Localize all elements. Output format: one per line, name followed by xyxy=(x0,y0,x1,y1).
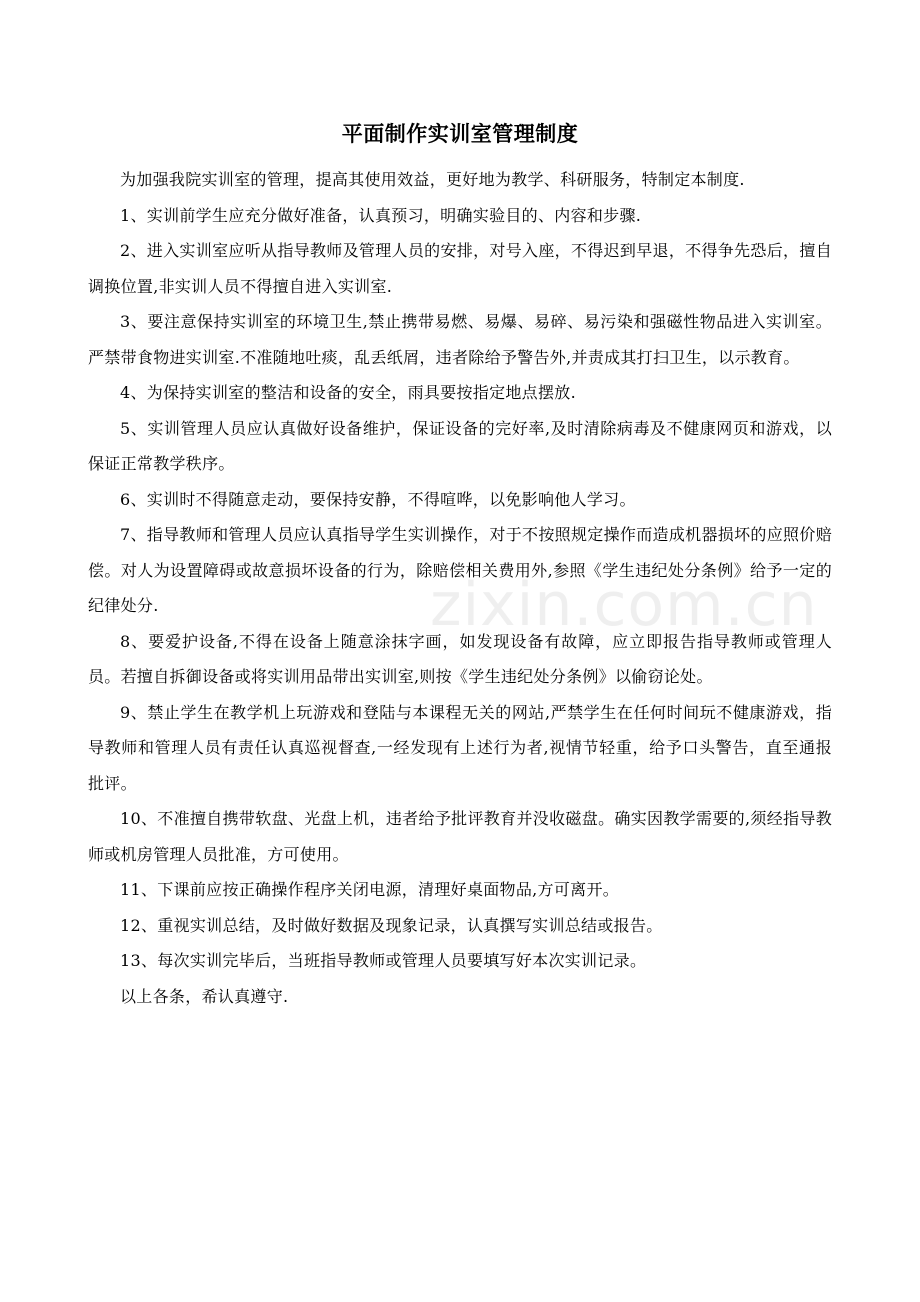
rule-11: 11、下课前应按正确操作程序关闭电源，清理好桌面物品,方可离开。 xyxy=(120,880,620,899)
rule-5: 5、实训管理人员应认真做好设备维护，保证设备的完好率,及时清除病毒及不健康网页和游戏，以保证正常教学秩序。 xyxy=(88,418,832,473)
document-page xyxy=(88,112,832,1014)
rule-2: 2、进入实训室应听从指导教师及管理人员的安排，对号入座，不得迟到早退，不得争先恐后，擅自调换位置,非实训人员不得擅自进入实训室. xyxy=(88,241,832,296)
watermark: zixin.com.cn xyxy=(430,570,818,640)
rule-1: 1、实训前学生应充分做好准备，认真预习，明确实验目的、内容和步骤. xyxy=(120,205,642,225)
rule-7: 7、指导教师和管理人员应认真指导学生实训操作，对于不按照规定操作而造成机器损坏的应照价赔偿。对人为设置障碍或故意损坏设备的行为，除赔偿相关费用外,参照《学生违纪处分条例》给予一定的纪律处分. xyxy=(88,525,832,615)
rule-13: 13、每次实训完毕后，当班指导教师或管理人员要填写好本次实训记录。 xyxy=(120,951,647,970)
rule-3: 3、要注意保持实训室的环境卫生,禁止携带易燃、易爆、易碎、易污染和强磁性物品进入实训室。严禁带食物进实训室.不准随地吐痰，乱丢纸屑，违者除给予警告外,并责成其打扫卫生，以示教育。 xyxy=(88,312,832,367)
rule-6: 6、实训时不得随意走动，要保持安静，不得喧哗，以免影响他人学习。 xyxy=(120,489,636,509)
rule-8: 8、要爱护设备,不得在设备上随意涂抹字画，如发现设备有故障，应立即报告指导教师或管理人员。若擅自拆御设备或将实训用品带出实训室,则按《学生违纪处分条例》以偷窃论处。 xyxy=(88,631,832,686)
rule-12: 12、重视实训总结，及时做好数据及现象记录，认真撰写实训总结或报告。 xyxy=(120,915,663,935)
document-title: 平面制作实训室管理制度 xyxy=(341,122,579,146)
rule-4: 4、为保持实训室的整洁和设备的安全，雨具要按指定地点摆放. xyxy=(120,383,576,402)
intro-paragraph: 为加强我院实训室的管理，提高其使用效益，更好地为教学、科研服务，特制定本制度. xyxy=(120,170,745,189)
closing-paragraph: 以上各条，希认真遵守. xyxy=(120,986,289,1006)
rule-9: 9、禁止学生在教学机上玩游戏和登陆与本课程无关的网站,严禁学生在任何时间玩不健康游戏，指导教师和管理人员有责任认真巡视督查,一经发现有上述行为者,视情节轻重，给予口头警告，直至通报批评。 xyxy=(88,702,832,793)
rule-10: 10、不准擅自携带软盘、光盘上机，违者给予批评教育并没收磁盘。确实因教学需要的,须经指导教师或机房管理人员批准，方可使用。 xyxy=(88,809,832,864)
